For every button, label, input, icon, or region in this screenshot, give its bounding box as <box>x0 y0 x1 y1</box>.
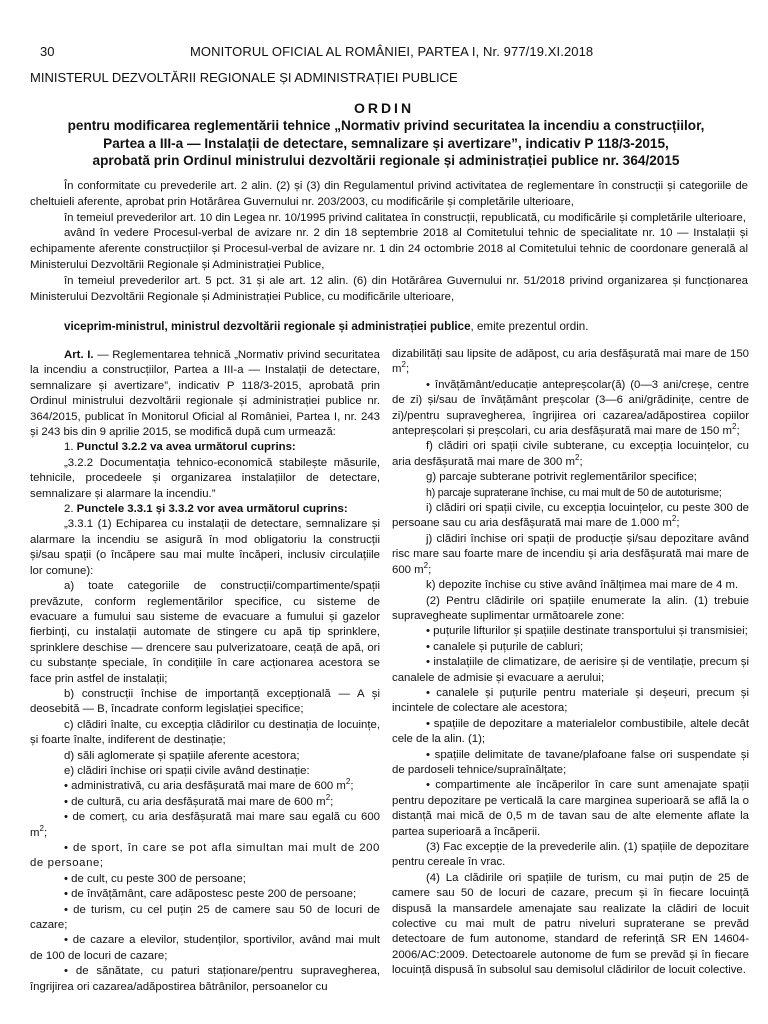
bullet-item: • puțurile lifturilor și spațiile destinate transportului și transmisiei; <box>426 625 748 638</box>
paragraph-text: j) clădiri închise ori spații de producție și/sau depozitare având risc mare sau foarte mare de incendiu și aria desfășurată mai mare de 600 m <box>392 532 749 576</box>
order-title: ORDIN <box>353 100 415 116</box>
item-heading: Punctele 3.3.1 și 3.3.2 vor avea următorul cuprins: <box>76 503 348 516</box>
left-column <box>30 348 380 995</box>
paragraph <box>392 532 749 578</box>
paragraph: a) toate categoriile de construcții/compartimente/spații prevăzute, conform reglementărilor specifice, cu sisteme de evacuare a fumului sau sisteme de evacuare a fumului și gazelor fierbinți, cu instalații automate de stingere cu apă tip sprinklere, sprinklere deschise — drencere sau pulverizatoare, ceață de apă, ori cu substanțe speciale, în condițiile în care acționarea acestora se face prin astfel de instalații; <box>30 580 380 685</box>
superscript: 2 <box>574 453 580 463</box>
paragraph: (4) La clădirile ori spațiile de turism, cu mai puțin de 25 de camere sau 50 de locuri de cazare, precum și în fiecare locuință dispusă la mansardele amenajate sau realizate la clădiri de locuit colective cu mai mult de patru niveluri supraterane se prevăd detectoare de fum autonome, standard de referință SR EN 14604-2006/AC:2009. Detectoarele autonome de fum se prevăd și în fiecare locuință dispusă în subsolul sau demisolul clădirilor de locuit colective. <box>392 871 749 977</box>
superscript: 2 <box>39 823 44 833</box>
punctuation: ; <box>405 363 410 376</box>
order-subtitle-line: aprobată prin Ordinul ministrului dezvoltării regionale și administrației publice nr. 364/2015 <box>92 153 680 168</box>
item-number: 1. <box>64 441 77 454</box>
paragraph: k) depozite închise cu stive având înălțimea mai mare de 4 m. <box>426 579 739 592</box>
bullet-text: • administrativă, cu aria desfășurată mai mare de 600 m <box>64 780 346 793</box>
paragraph: g) parcaje subterane potrivit reglementărilor specifice; <box>426 471 697 484</box>
superscript: 2 <box>325 792 331 802</box>
bullet-item <box>30 810 380 841</box>
paragraph-text: i) clădiri ori spații civile, cu excepția locuințelor, cu peste 300 de persoane sau cu aria desfășurată mai mare de 1.000 m <box>392 502 749 530</box>
superscript: 2 <box>731 422 737 432</box>
bullet-item <box>30 792 380 810</box>
item-2 <box>30 502 380 517</box>
superscript: 2 <box>671 514 677 524</box>
superscript: 2 <box>423 560 429 570</box>
publication-header: MONITORUL OFICIAL AL ROMÂNIEI, PARTEA I, Nr. 977/19.XI.2018 <box>190 44 594 59</box>
paragraph: h) parcaje supraterane închise, cu mai mult de 50 de autoturisme; <box>426 486 722 499</box>
article-1 <box>30 348 380 440</box>
preamble-paragraph: În conformitate cu prevederile art. 2 alin. (2) și (3) din Regulamentul privind activitatea de reglementare în construcții și categoriile de cheltuieli aferente, aprobat prin Hotărârea Guvernului nr. 203/2003, cu modificările și completările ulterioare, <box>30 180 748 208</box>
superscript: 2 <box>401 360 406 370</box>
article-text: — Reglementarea tehnică „Normativ privind securitatea la incendiu a construcțiilor, Partea a III-a — Instalații de detectare, semnalizare și avertizare”, indicativ P 118/3-2015, aprobată prin Ordinul ministrului dezvoltării regionale și administrației publice nr. 364/2015, publicat în Monitorul Oficial al României, Partea I, nr. 243 și 243 bis din 9 aprilie 2015, se modifică după cum urmează: <box>30 349 380 439</box>
preamble <box>30 179 748 305</box>
punctuation: ; <box>676 517 680 530</box>
punctuation: ; <box>428 563 432 576</box>
paragraph: „3.2.2 Documentația tehnico-economică stabilește măsurile, tehnicile, procedeele și organizarea instalațiilor de detectare, semnalizare și alarmare la incendiu.” <box>30 456 380 500</box>
preamble-paragraph: în temeiul prevederilor art. 10 din Legea nr. 10/1995 privind calitatea în construcții, republicată, cu modificările și completările ulterioare, <box>64 211 746 224</box>
bullet-item: • instalațiile de climatizare, de aerisire și de ventilație, precum și canalele de admisie și evacuare a aerului; <box>392 656 749 684</box>
bullet-item <box>392 378 749 440</box>
item-1 <box>30 440 380 455</box>
order-subtitle <box>26 117 746 170</box>
bullet-text: • de cultură, cu aria desfășurată mai mare de 600 m <box>64 795 326 808</box>
bullet-item: • de cult, cu peste 300 de persoane; <box>64 872 246 885</box>
bullet-item: • compartimente ale încăperilor în care sunt amenajate spații pentru depozitare pe verticală la care marginea superioară se află la o distanță mai mică de 0,5 m de tavan sau de alte elemente aflate la partea superioară a încăperii. <box>392 779 749 838</box>
ministry-name: MINISTERUL DEZVOLTĂRII REGIONALE ȘI ADMINISTRAȚIEI PUBLICE <box>30 70 458 85</box>
bullet-item: • de turism, cu cel puțin 25 de camere sau 50 de locuri de cazare; <box>30 903 380 932</box>
bullet-item: • canalele și puțurile de cabluri; <box>426 640 584 653</box>
punctuation: ; <box>736 425 740 438</box>
punctuation: ; <box>350 780 354 793</box>
paragraph: (2) Pentru clădirile ori spațiile enumerate la alin. (1) trebuie supravegheate suplimentar următoarele zone: <box>392 594 749 622</box>
bullet-item: • de sănătate, cu paturi staționare/pentru supravegherea, îngrijirea ori cazarea/adăpostirea bătrânilor, persoanelor cu <box>30 965 380 993</box>
paragraph-text: dizabilități sau lipsite de adăpost, cu aria desfășurată mai mare de 150 m <box>392 348 749 376</box>
bullet-item: • spațiile delimitate de tavane/plafoane false ori suspendate și de pardoseli tehnice/supraînălțate; <box>392 748 749 776</box>
punctuation: ; <box>579 455 583 468</box>
item-number: 2. <box>64 503 77 516</box>
bullet-text: • de comerț, cu aria desfășurată mai mare sau egală cu 600 m <box>30 811 380 839</box>
paragraph <box>392 439 749 470</box>
paragraph-text: f) clădiri ori spații civile subterane, cu excepția locuințelor, cu aria desfășurată mai mare de 300 m <box>392 440 749 468</box>
paragraph: d) săli aglomerate și spațiile aferente acestora; <box>64 749 300 762</box>
superscript: 2 <box>345 777 351 787</box>
bullet-item: • de cazare a elevilor, studenților, sportivilor, având mai mult de 100 de locuri de cazare; <box>30 934 380 962</box>
item-heading: Punctul 3.2.2 va avea următorul cuprins: <box>76 441 296 454</box>
punctuation: ; <box>330 795 334 808</box>
paragraph: b) construcții închise de importanță excepțională — A și deosebită — B, încadrate conform legislației specifice; <box>30 687 380 716</box>
article-label: Art. I. <box>64 349 94 361</box>
paragraph <box>392 501 749 532</box>
bullet-item: • canalele și puțurile pentru materiale și deșeuri, precum și incintele de colectare ale acestora; <box>392 686 749 715</box>
preamble-paragraph: având în vedere Procesul-verbal de avizare nr. 2 din 18 septembrie 2018 al Comitetului tehnic de specialitate nr. 10 — Instalații și echipamente aferente construcțiilor și Procesul-verbal de avizare nr. 1 din 24 octombrie 2018 al Comitetului tehnic de coordonare generală al Ministerului Dezvoltării Regionale și Administrației Publice, <box>30 227 748 271</box>
paragraph: (3) Fac excepție de la prevederile alin. (1) spațiile de depozitare pentru cereale în vrac. <box>392 841 749 869</box>
emits-statement <box>64 320 588 333</box>
paragraph <box>392 347 749 378</box>
order-subtitle-line: Partea a III-a — Instalații de detectare, semnalizare și avertizare”, indicativ P 118/3-2015, <box>103 135 669 151</box>
right-column <box>392 347 749 979</box>
bullet-item: • de învățământ, care adăpostesc peste 200 de persoane; <box>64 888 357 901</box>
emits-rest: , emite prezentul ordin. <box>470 320 589 333</box>
paragraph: c) clădiri înalte, cu excepția clădirilor cu destinația de locuințe, și foarte înalte, indiferent de destinație; <box>30 718 380 747</box>
paragraph: e) clădiri închise ori spații civile având destinație: <box>64 764 310 777</box>
page-number: 30 <box>40 44 55 59</box>
paragraph: „3.3.1 (1) Echiparea cu instalații de detectare, semnalizare și alarmare la incendiu se asigură în mod obligatoriu la construcții și/sau spații (o încăpere sau mai multe încăperi, inclusiv circulațiile lor comune): <box>30 518 380 577</box>
order-subtitle-line: pentru modificarea reglementării tehnice „Normativ privind securitatea la incendiu a construcțiilor, <box>67 118 705 133</box>
punctuation: ; <box>43 826 48 839</box>
emits-authority: viceprim-ministrul, ministrul dezvoltării regionale și administrației publice <box>64 320 471 333</box>
bullet-item: • de sport, în care se pot afla simultan mai mult de 200 de persoane; <box>30 842 380 870</box>
preamble-paragraph: în temeiul prevederilor art. 5 pct. 31 și ale art. 12 alin. (6) din Hotărârea Guvernului nr. 51/2018 privind organizarea și funcționarea Ministerului Dezvoltării Regionale și Administrației Publice, cu modificările ulterioare, <box>30 274 748 303</box>
bullet-item: • spațiile de depozitare a materialelor combustibile, altele decât cele de la alin. (1); <box>392 717 749 746</box>
bullet-text: • învățământ/educație antepreșcolar(ă) (0—3 ani/creșe, centre de zi) și/sau de învățământ preșcolar (3—6 ani/grădinițe, centre de zi)/pentru supravegherea, îngrijirea ori cazarea/adăpostirea copiilor antepreșcolari și preșcolari, cu aria desfășurată mai mare de 150 m <box>392 378 749 438</box>
